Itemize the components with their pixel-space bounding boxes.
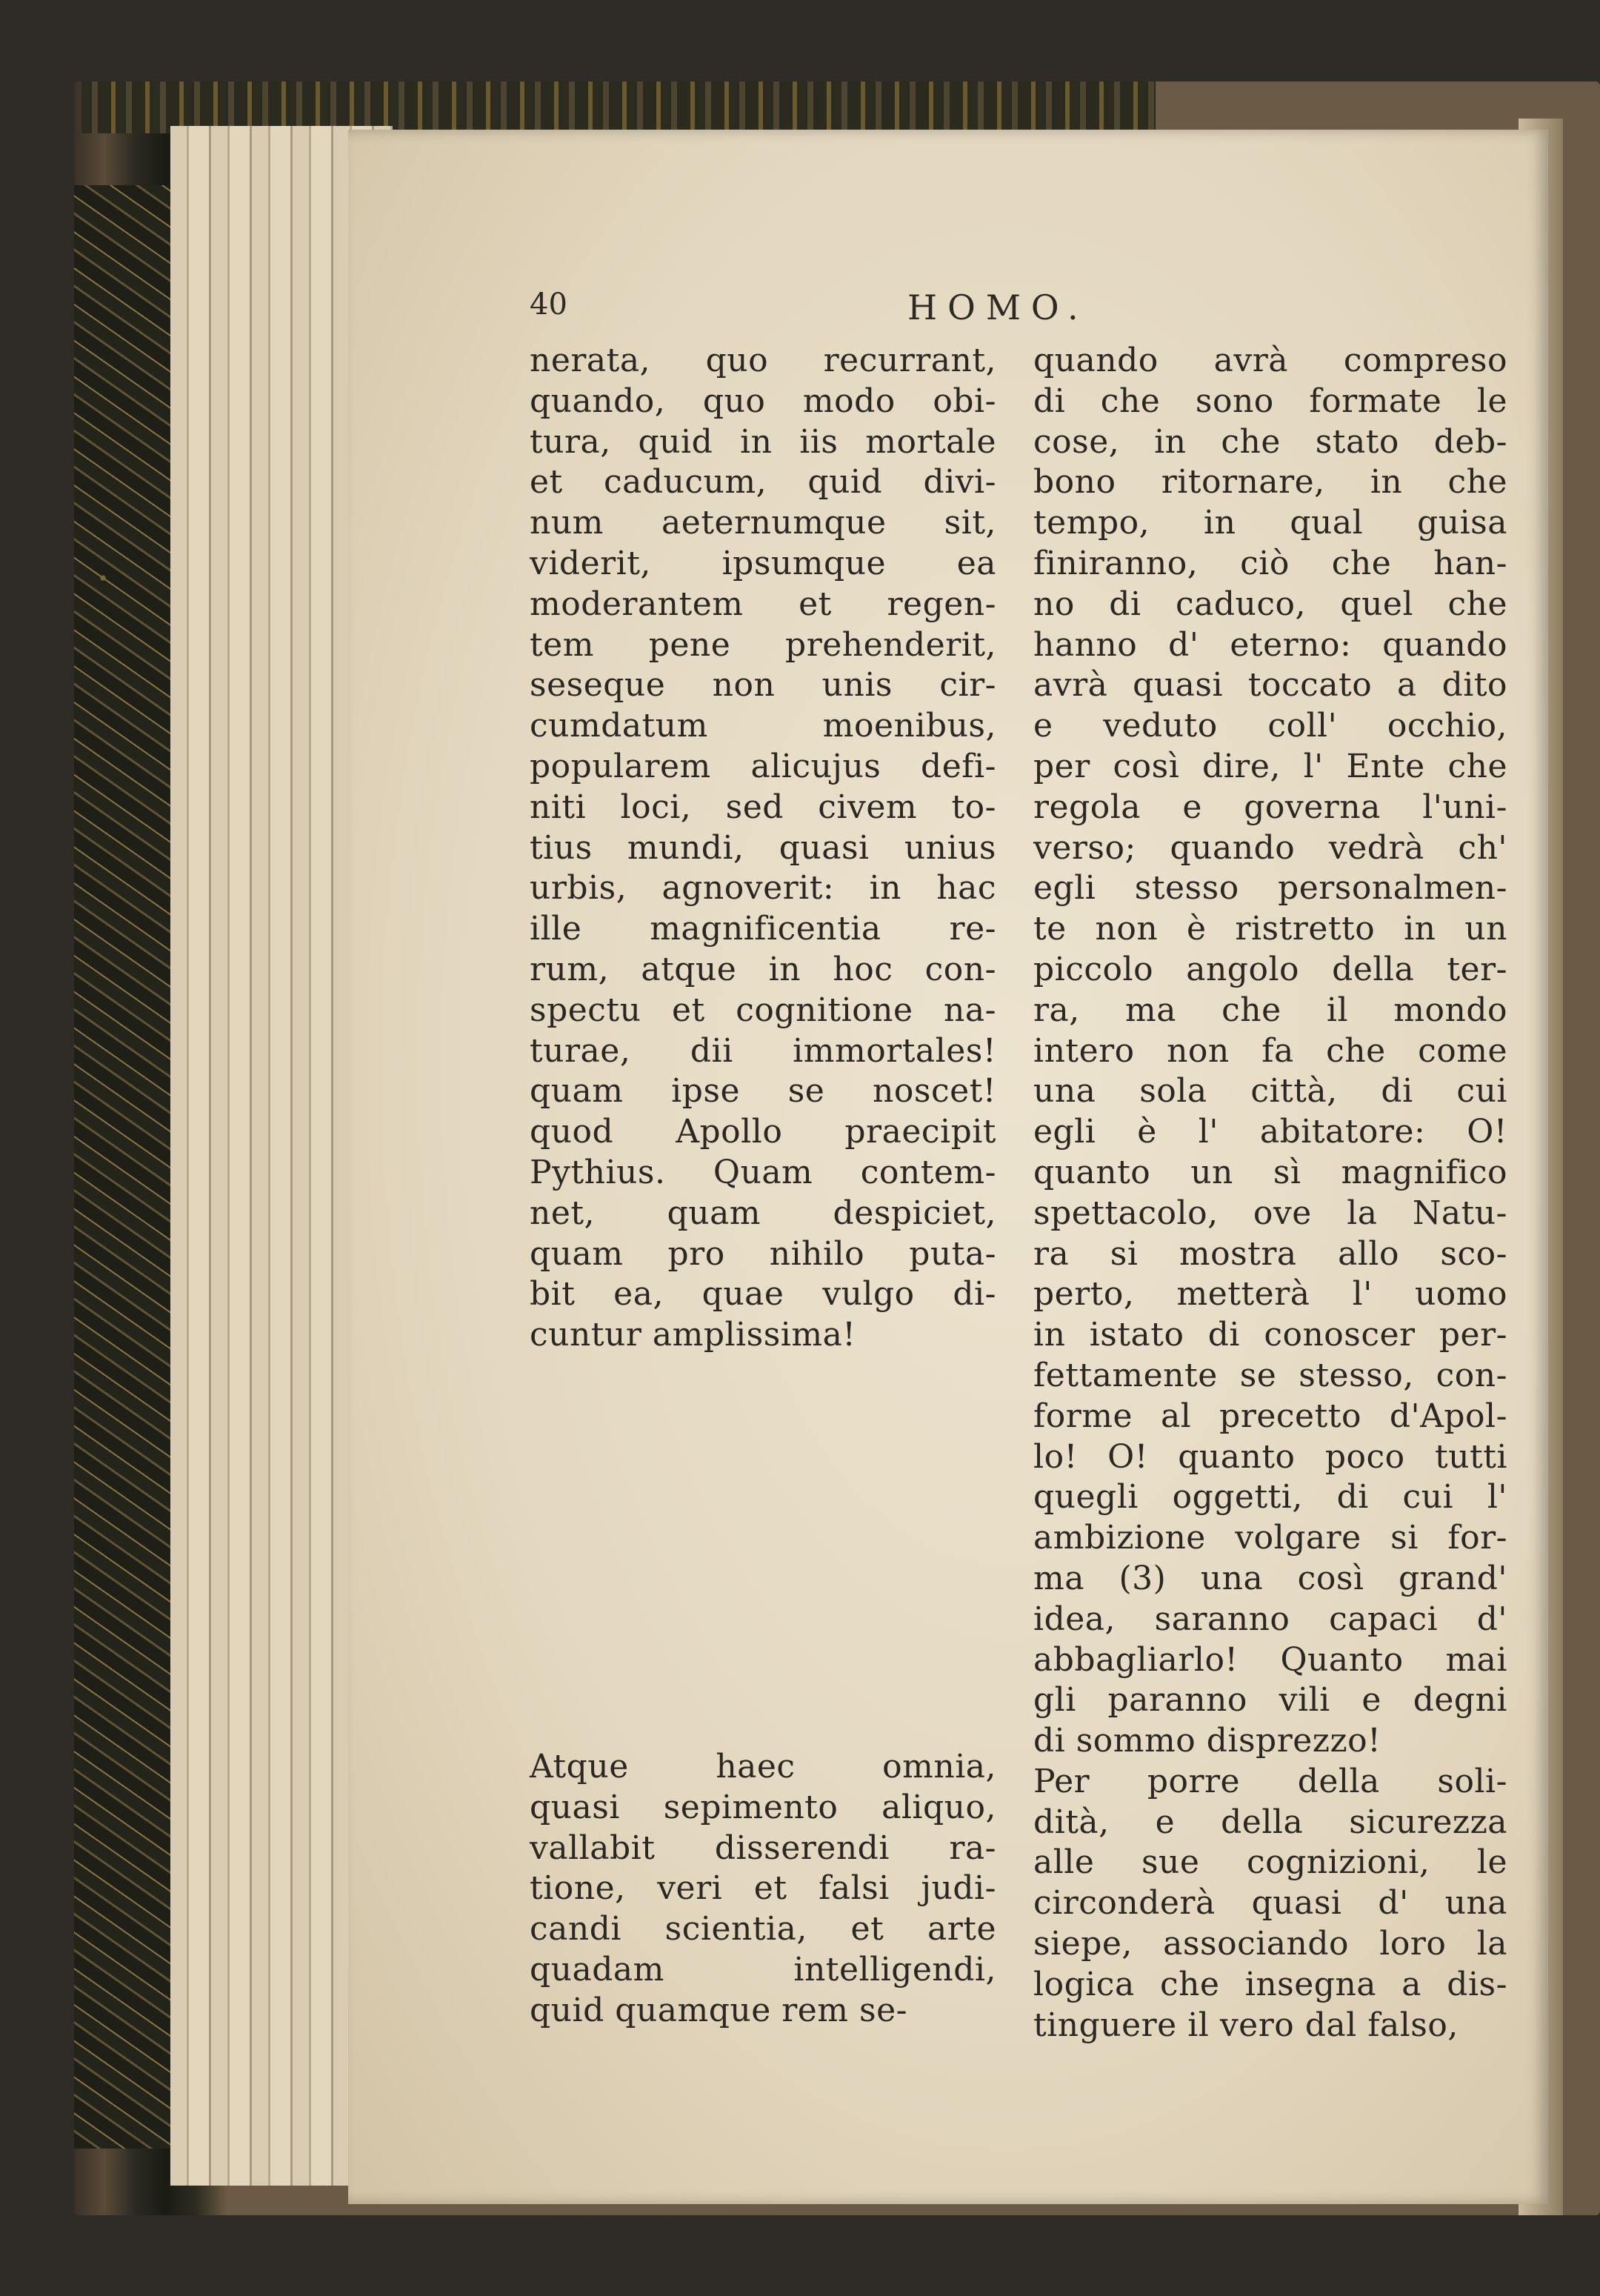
text-line: dità, e della sicurezza [1033, 1803, 1507, 1841]
text-line: quasi sepimento aliquo, [530, 1788, 996, 1826]
marbled-cover-left [74, 185, 170, 2149]
text-line: quid quamque rem se- [530, 1991, 907, 2029]
text-line: intero non fa che come [1033, 1031, 1507, 1070]
text-line: quam ipse se noscet! [530, 1072, 996, 1111]
text-line: spectu et cognitione na- [530, 991, 996, 1029]
text-line: ma (3) una così grand' [1033, 1559, 1507, 1597]
text-line: popularem alicujus defi- [530, 747, 996, 785]
text-line: candi scientia, et arte [530, 1910, 996, 1949]
text-line: niti loci, sed civem to- [530, 788, 996, 826]
text-line: seseque non unis cir- [530, 666, 996, 705]
page-number: 40 [530, 287, 567, 322]
text-line: hanno d' eterno: quando [1033, 625, 1507, 664]
text-line: avrà quasi toccato a dito [1033, 666, 1507, 705]
page-header [530, 287, 1522, 332]
text-line: ille magnificentia re- [530, 910, 996, 948]
text-line: circonderà quasi d' una [1033, 1884, 1507, 1923]
text-line: et caducum, quid divi- [530, 463, 996, 502]
text-line: logica che insegna a dis- [1033, 1965, 1507, 2003]
text-line: ambizione volgare si for- [1033, 1519, 1507, 1557]
text-line: te non è ristretto in un [1033, 910, 1507, 948]
text-line: vallabit disserendi ra- [530, 1829, 996, 1867]
text-line: bit ea, quae vulgo di- [530, 1275, 996, 1314]
text-line: moderantem et regen- [530, 585, 996, 623]
text-line: quod Apollo praecipit [530, 1113, 996, 1151]
text-line: quanto un sì magnifico [1033, 1153, 1507, 1191]
text-line: forme al precetto d'Apol- [1033, 1397, 1507, 1435]
text-line: quando, quo modo obi- [530, 382, 996, 420]
text-line: cuntur amplissima! [530, 1316, 856, 1354]
text-line: siepe, associando loro la [1033, 1925, 1507, 1963]
text-line: tinguere il vero dal falso, [1033, 2006, 1459, 2044]
running-head: HOMO. [907, 287, 1089, 327]
text-line: ra, ma che il mondo [1033, 991, 1507, 1029]
text-line: di sommo disprezzo! [1033, 1722, 1381, 1760]
text-line: tione, veri et falsi judi- [530, 1869, 996, 1908]
text-line: bono ritornare, in che [1033, 463, 1507, 502]
latin-column-top [530, 341, 996, 1356]
text-line: rum, atque in hoc con- [530, 950, 996, 988]
text-line: di che sono formate le [1033, 382, 1507, 420]
text-line: num aeternumque sit, [530, 504, 996, 542]
text-line: abbagliarlo! Quanto mai [1033, 1640, 1507, 1679]
text-line: tius mundi, quasi unius [530, 828, 996, 867]
text-line: egli stesso personalmen- [1033, 869, 1507, 908]
text-line: una sola città, di cui [1033, 1072, 1507, 1111]
text-line: in istato di conoscer per- [1033, 1316, 1507, 1354]
text-line: quam pro nihilo puta- [530, 1234, 996, 1273]
text-line: cose, in che stato deb- [1033, 422, 1507, 461]
text-line: alle sue cognizioni, le [1033, 1843, 1507, 1882]
text-line: urbis, agnoverit: in hac [530, 869, 996, 908]
text-line: Pythius. Quam contem- [530, 1153, 996, 1191]
text-line: finiranno, ciò che han- [1033, 544, 1507, 582]
text-line: quadam intelligendi, [530, 1950, 996, 1989]
text-line: egli è l' abitatore: O! [1033, 1113, 1507, 1151]
text-line: tem pene prehenderit, [530, 625, 996, 664]
text-line: spettacolo, ove la Natu- [1033, 1194, 1507, 1232]
italian-column [1033, 341, 1507, 2046]
text-line: verso; quando vedrà ch' [1033, 828, 1507, 867]
text-line: e veduto coll' occhio, [1033, 707, 1507, 745]
text-line: cumdatum moenibus, [530, 707, 996, 745]
text-line: net, quam despiciet, [530, 1194, 996, 1232]
text-line: idea, saranno capaci d' [1033, 1600, 1507, 1638]
text-line: perto, metterà l' uomo [1033, 1275, 1507, 1314]
text-line: Per porre della soli- [1033, 1762, 1507, 1800]
text-line: quegli oggetti, di cui l' [1033, 1478, 1507, 1517]
text-line: fettamente se stesso, con- [1033, 1356, 1507, 1394]
text-line: quando avrà compreso [1033, 342, 1507, 379]
text-line: regola e governa l'uni- [1033, 788, 1507, 826]
text-line: gli paranno vili e degni [1033, 1681, 1507, 1720]
text-line: lo! O! quanto poco tutti [1033, 1437, 1507, 1476]
latin-column-bottom [530, 1747, 996, 2032]
text-line: Atque haec omnia, [530, 1748, 996, 1786]
text-line: tempo, in qual guisa [1033, 504, 1507, 542]
text-line: viderit, ipsumque ea [530, 544, 996, 582]
text-line: ra si mostra allo sco- [1033, 1234, 1507, 1273]
text-line: piccolo angolo della ter- [1033, 950, 1507, 988]
text-line: per così dire, l' Ente che [1033, 747, 1507, 785]
text-line: no di caduco, quel che [1033, 585, 1507, 623]
text-line: turae, dii immortales! [530, 1031, 996, 1070]
text-line: nerata, quo recurrant, [530, 342, 996, 379]
text-line: tura, quid in iis mortale [530, 422, 996, 461]
